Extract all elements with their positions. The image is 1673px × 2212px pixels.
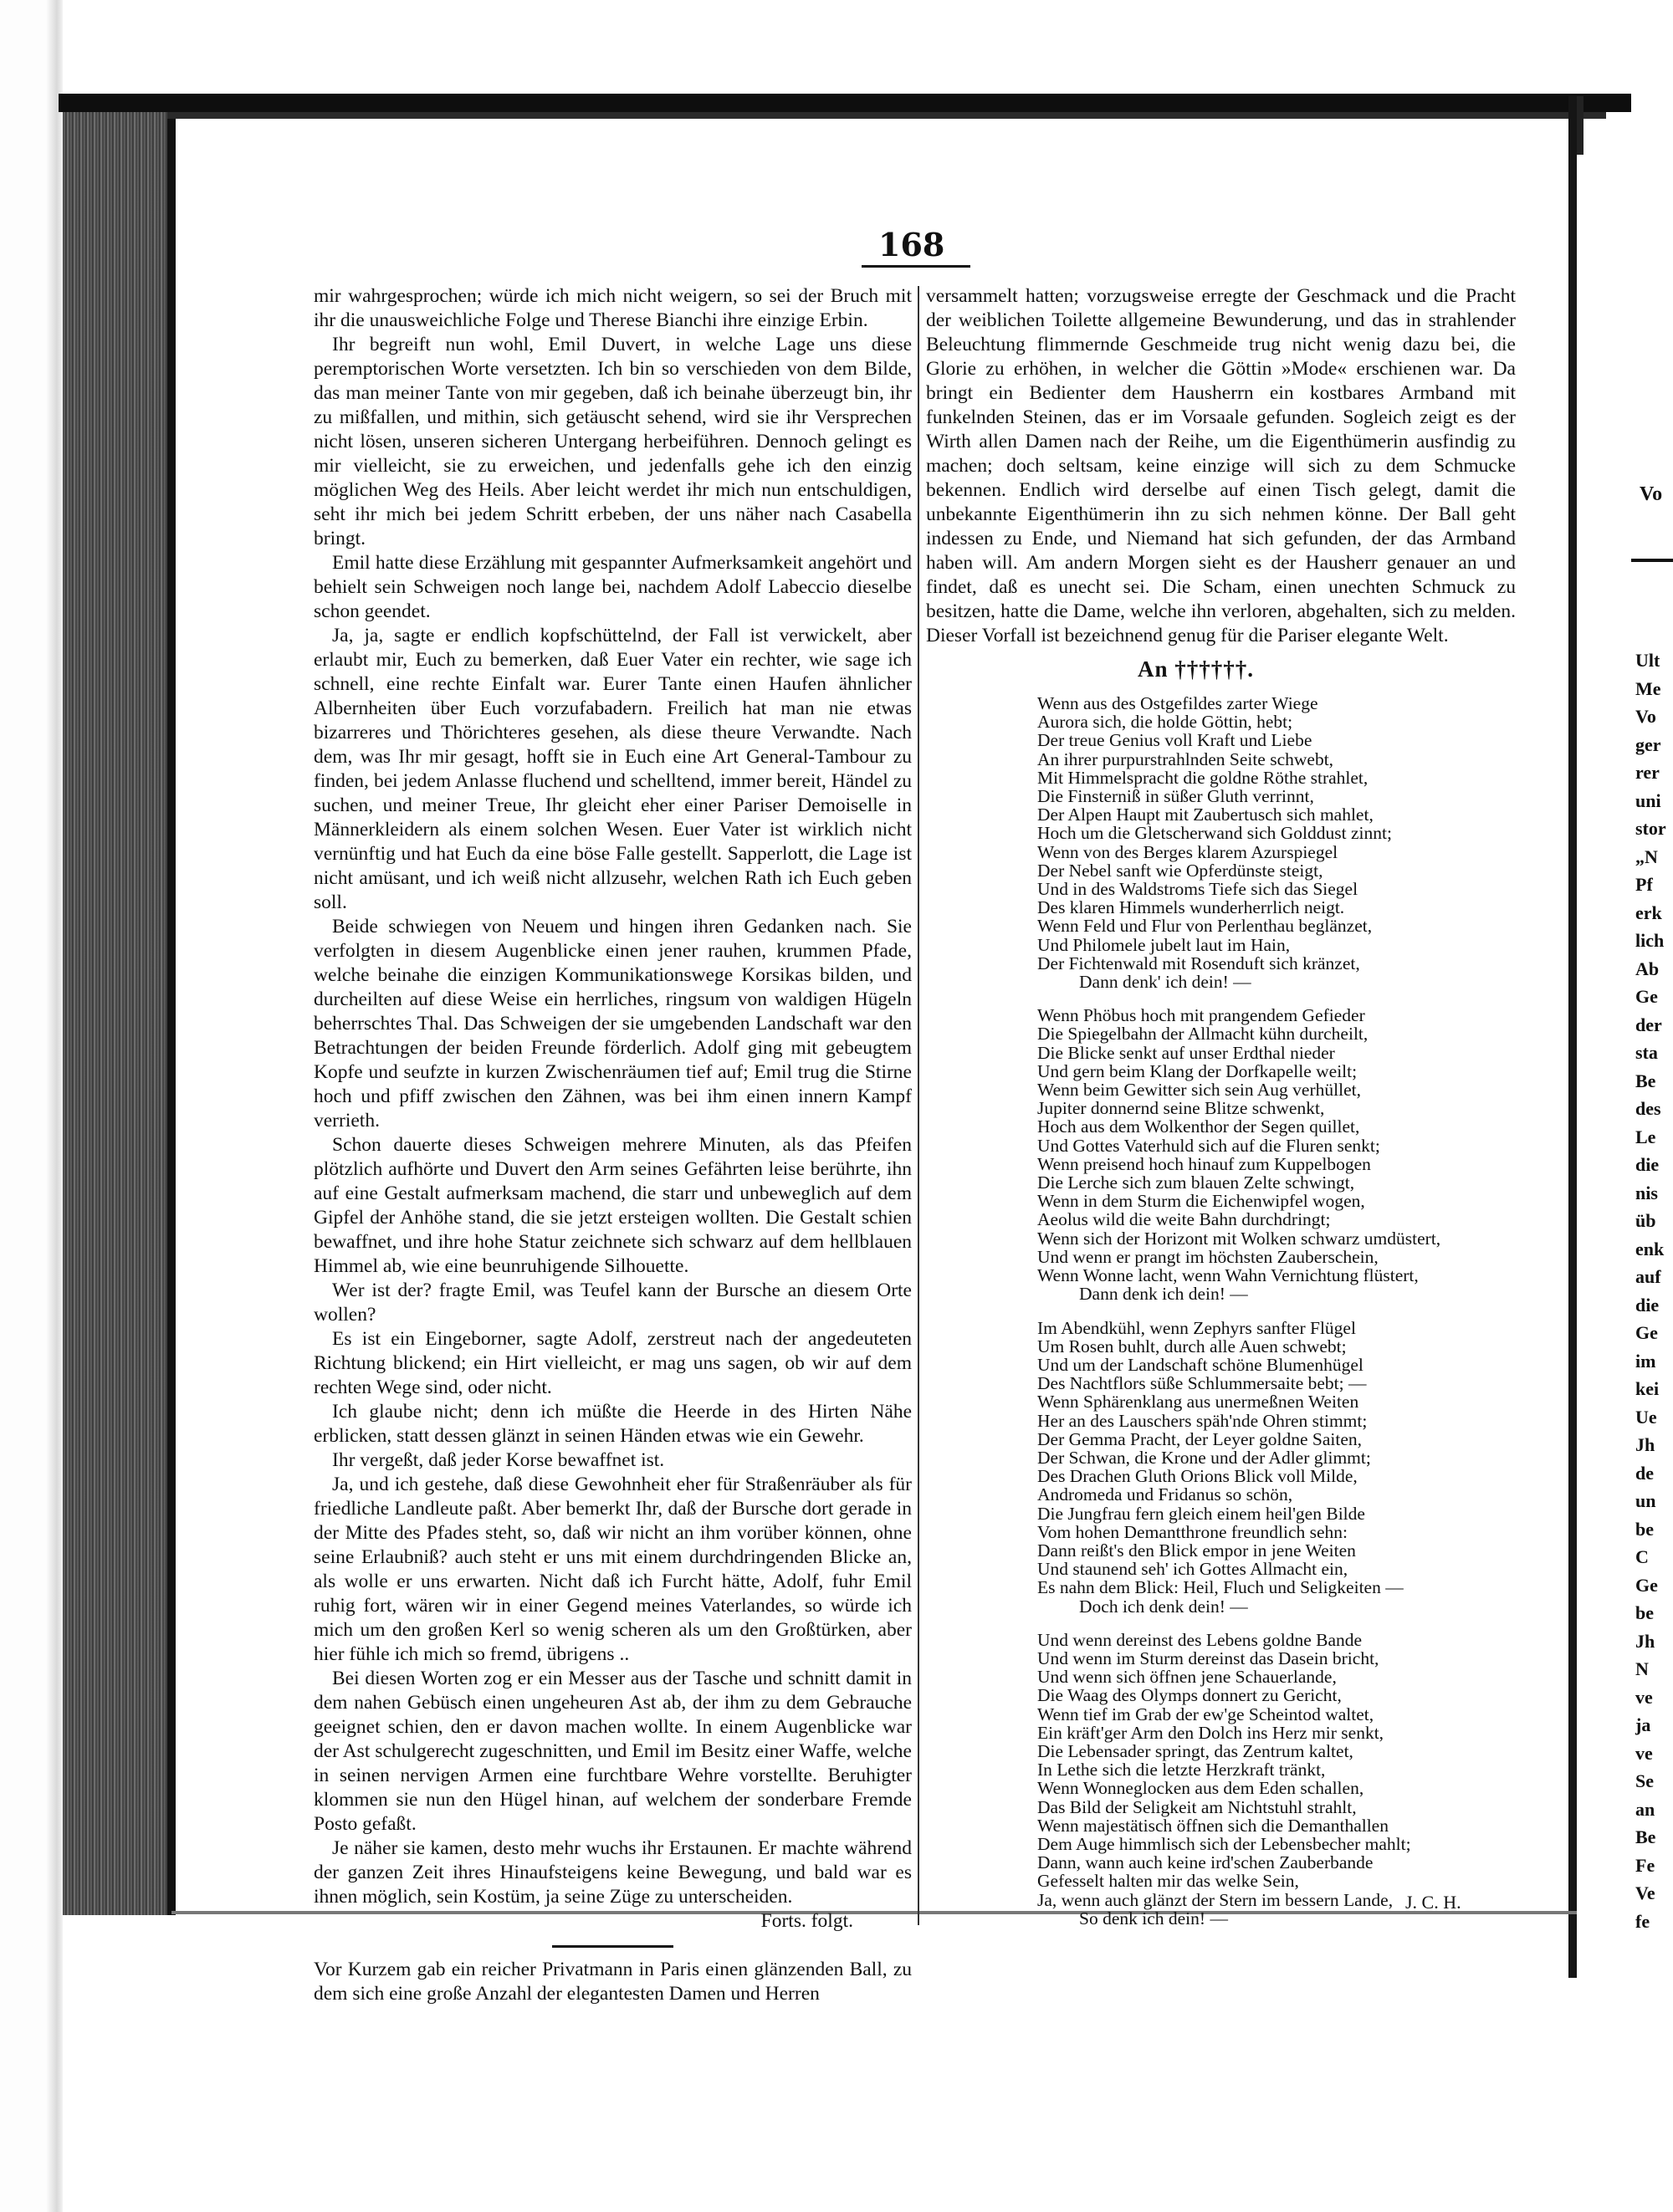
next-page-fragment: Ue xyxy=(1635,1406,1657,1428)
poem-line: Der Schwan, die Krone und der Adler glimmt; xyxy=(1037,1447,1371,1468)
poem-line: Wenn Wonneglocken aus dem Eden schallen, xyxy=(1037,1778,1364,1799)
anecdote-continuation: versammelt hatten; vorzugsweise erregte der Geschmack und die Pracht der weiblichen Toilette allgemeine Bewunderung, und das in strahlender Beleuchtung flimmernde Geschmeide trug nicht wenig dazu bei, die Glorie zu erhöhen, in welcher die Göttin »Mode« erschienen war. Da bringt ein Bedienter dem Hausherrn ein kostbares Armband mit funkelnden Steinen, das er im Vorsaale gefunden. Sogleich zeigt es der Wirth allen Damen nach der Reihe, um die Eigenthümerin ausfindig zu machen; doch seltsam, keine einzige will sich zu dem Schmucke bekennen. Endlich wird derselbe auf einen Tisch gelegt, damit die unbekannte Eigenthümerin ihn zu sich nehmen könne. Der Ball geht indessen zu Ende, und Niemand hat sich gefunden, der das Armband haben will. Am andern Morgen sieht es der Hausherr genauer an und findet, daß es unecht sei. Die Scham, einen unechten Schmuck zu besitzen, hatte die Dame, welche ihn verloren, abgehalten, sich zu melden. Dieser Vorfall ist bezeichnend genug für die Pariser elegante Welt. xyxy=(926,285,1516,646)
right-column xyxy=(926,284,1516,648)
continuation-note: Forts. folgt. xyxy=(760,1910,853,1932)
poem-line: Her an des Lauschers späh'nde Ohren stimmt; xyxy=(1037,1410,1368,1431)
paragraph: Beide schwiegen von Neuem und hingen ihren Gedanken nach. Sie verfolgten in diesem Augenblicke einen jener rauhen, krummen Pfade, welche beinahe die einzigen Kommunikationswege Korsikas bilden, und durcheilten auf diese Weise ein herrliches, ringsum von waldigen Hügeln beherrschtes Thal. Das Schweigen der sie umgebenden Landschaft war den Betrachtungen der beiden Freunde förderlich. Adolf ging mit gebeugtem Kopfe und seufzte in kurzen Zwischenräumen tief auf; Emil trug die Stirne hoch und pfiff zwischen den Zähnen, was bei ihm einen innern Kampf verrieth. xyxy=(314,916,912,1132)
poem-line: Die Waag des Olymps donnert zu Gericht, xyxy=(1037,1685,1342,1706)
poem-line: Es nahn dem Blick: Heil, Fluch und Seligkeiten — xyxy=(1037,1577,1404,1598)
poem-line: Wenn beim Gewitter sich sein Aug verhüllet, xyxy=(1037,1080,1361,1101)
poem-line: Und um der Landschaft schöne Blumenhügel xyxy=(1037,1354,1363,1375)
next-page-fragment: stor xyxy=(1635,818,1666,839)
poem-line: Dem Auge himmlisch sich der Lebensbecher mahlt; xyxy=(1037,1833,1411,1854)
poem-stanza xyxy=(1037,1631,1440,1928)
next-page-fragment: un xyxy=(1635,1490,1656,1511)
poem-line: Dann, wann auch keine ird'schen Zauberbande xyxy=(1037,1852,1374,1873)
next-page-fragment: ger xyxy=(1635,733,1661,755)
next-page-fragment: erk xyxy=(1635,902,1662,923)
next-page-fragment: C xyxy=(1635,1546,1649,1567)
poem xyxy=(1037,694,1440,1943)
poem-line: Hoch um die Gletscherwand sich Golddust zinnt; xyxy=(1037,823,1392,844)
poem-stanza xyxy=(1037,694,1440,991)
anecdote-paragraph: Vor Kurzem gab ein reicher Privatmann in Paris einen glänzenden Ball, zu dem sich eine große Anzahl der elegantesten Damen und Herren xyxy=(314,1959,912,2005)
poem-line: Die Finsterniß in süßer Gluth verrinnt, xyxy=(1037,786,1314,807)
next-page-fragment: ve xyxy=(1635,1686,1653,1708)
poem-signature: J. C. H. xyxy=(1405,1892,1461,1913)
poem-line: Des Drachen Gluth Orions Blick voll Milde, xyxy=(1037,1466,1358,1487)
poem-refrain: Dann denk' ich dein! — xyxy=(1079,972,1251,993)
poem-refrain: So denk ich dein! — xyxy=(1079,1908,1228,1928)
page-number-rule xyxy=(862,265,970,268)
paragraph: Emil hatte diese Erzählung mit gespannter Aufmerksamkeit angehört und behielt sein Schweigen noch lange bei, nachdem Adolf Labeccio dieselbe schon geendet. xyxy=(314,552,912,622)
poem-line: Ein kräft'ger Arm den Dolch ins Herz mir senkt, xyxy=(1037,1722,1384,1743)
poem-refrain: Dann denk ich dein! — xyxy=(1079,1284,1248,1305)
paragraph: Ihr vergeßt, daß jeder Korse bewaffnet ist. xyxy=(332,1449,665,1471)
next-page-fragment: kei xyxy=(1635,1378,1660,1399)
paragraph: Wer ist der? fragte Emil, was Teufel kann der Bursche an diesem Orte wollen? xyxy=(314,1280,912,1326)
poem-line: Die Lerche sich zum blauen Zelte schwingt, xyxy=(1037,1172,1355,1193)
next-page-fragment: ja xyxy=(1635,1714,1651,1735)
poem-line: Die Spiegelbahn der Allmacht kühn durcheilt, xyxy=(1037,1024,1369,1045)
poem-line: Wenn majestätisch öffnen sich die Demanthallen xyxy=(1037,1815,1389,1836)
poem-line: Ja, wenn auch glänzt der Stern im bessern Lande, xyxy=(1037,1889,1394,1910)
next-page-fragment: üb xyxy=(1635,1210,1656,1231)
next-page-fragment: Ab xyxy=(1635,958,1660,979)
poem-line: Wenn sich der Horizont mit Wolken schwarz umdüstert, xyxy=(1037,1228,1441,1249)
next-page-fragment: Jh xyxy=(1635,1630,1655,1652)
section-rule xyxy=(552,1945,673,1948)
poem-line: Und wenn er prangt im höchsten Zauberschein, xyxy=(1037,1246,1379,1267)
next-page-header-fragment: Vo xyxy=(1640,483,1663,505)
next-page-fragment: be xyxy=(1635,1602,1654,1623)
next-page-fragment: Ge xyxy=(1635,1574,1658,1596)
poem-line: Wenn aus des Ostgefildes zarter Wiege xyxy=(1037,693,1318,713)
paragraph: Ja, ja, sagte er endlich kopfschüttelnd, der Fall ist verwickelt, aber erlaubt mir, Euch zu bemerken, daß Euer Vater ein rechter, wie sage ich schnell, eine rechte Einfalt war. Eurer Tante einen Haufen ähnlicher Albernheiten über Euch vorzufabadern. Freilich hat man nie etwas bizarreres und Thörichteres gesehen, als diese theure Verwandte. Nach dem, was Ihr mir gesagt, hofft sie in Euch eine Art General-Tambour zu finden, bei jedem Anlasse fluchend und schelltend, immer bereit, Händel zu suchen, und meiner Treue, Ihr gleicht eher einer Pariser Demoiselle in Männerkleidern als einem solchen Wesen. Euer Vater ist wirklich nicht vernünftig und hat Euch da eine böse Falle gestellt. Sapperlott, die Lage ist nicht amüsant, und ich weiß nicht allzusehr, welchen Rath ich Euch geben soll. xyxy=(314,625,912,913)
next-page-fragment: Ve xyxy=(1635,1882,1655,1903)
next-page-fragment: N xyxy=(1635,1658,1649,1679)
next-page-fragment: die xyxy=(1635,1154,1660,1175)
next-page-fragment: der xyxy=(1635,1014,1662,1035)
next-page-fragment: enk xyxy=(1635,1238,1665,1259)
left-column xyxy=(314,284,912,2006)
poem-line: Der Fichtenwald mit Rosenduft sich kränzet, xyxy=(1037,953,1360,973)
poem-line: Wenn von des Berges klarem Azurspiegel xyxy=(1037,841,1338,862)
next-page-fragment: Ult xyxy=(1635,650,1660,671)
page-number: 168 xyxy=(878,226,945,263)
poem-line: Die Blicke senkt auf unser Erdthal nieder xyxy=(1037,1042,1335,1063)
next-page-fragment: Ge xyxy=(1635,986,1658,1007)
poem-title: An ††††††. xyxy=(1138,656,1255,682)
poem-line: Wenn in dem Sturm die Eichenwipfel wogen, xyxy=(1037,1191,1365,1212)
book-spine-shadow xyxy=(167,117,176,1915)
poem-line: Wenn tief im Grab der ew'ge Scheintod waltet, xyxy=(1037,1704,1374,1724)
paragraph: Ja, und ich gestehe, daß diese Gewohnheit eher für Straßenräuber als für friedliche Landleute paßt. Aber bemerkt Ihr, daß der Bursche dort gerade in der Mitte des Pfades steht, so, daß wir nicht an ihm vorüber können, ohne seine Erlaubniß? auch steht er uns mit einem durchdringenden Blicke an, als wolle er uns erwarten. Nicht daß ich Furcht hätte, Adolf, fuhr Emil ruhig fort, wären wir in einer Gegend meines Vaterlandes, so würde ich mich um den großen Kerl so wenig scheren als um den Großtürken, aber hier fühle ich mich so fremd, übrigens .. xyxy=(314,1474,912,1665)
poem-line: Im Abendkühl, wenn Zephyrs sanfter Flügel xyxy=(1037,1317,1356,1338)
next-page-fragment: sta xyxy=(1635,1042,1658,1063)
next-page-fragment: Ge xyxy=(1635,1322,1658,1343)
page-right-corner xyxy=(1577,96,1583,155)
poem-line: Und wenn sich öffnen jene Schauerlande, xyxy=(1037,1667,1337,1688)
poem-line: Und wenn dereinst des Lebens goldne Bande xyxy=(1037,1629,1363,1650)
poem-line: Und staunend seh' ich Gottes Allmacht ein, xyxy=(1037,1559,1348,1580)
poem-line: Jupiter donnernd seine Blitze schwenkt, xyxy=(1037,1098,1325,1119)
paragraph: Bei diesen Worten zog er ein Messer aus der Tasche und schnitt damit in dem nahen Gebüsch einen ungeheuren Ast ab, der ihm zu dem Gebrauche geeignet schien, den er davon machen wollte. In einem Augenblicke war der Ast schulgerecht zugeschnitten, und Emil im Besitz einer Waffe, welche in seinen nervigen Armen eine furchtbare Wehre vorstellte. Beruhigter klommen sie nun den Hügel hinan, auf welchem der sonderbare Fremde Posto gefaßt. xyxy=(314,1668,912,1835)
scan-top-shadow xyxy=(167,112,1606,119)
paragraph: mir wahrgesprochen; würde ich mich nicht weigern, so sei der Bruch mit ihr die unausweichliche Folge und Therese Bianchi ihre einzige Erbin. xyxy=(314,285,912,331)
poem-line: Und Gottes Vaterhuld sich auf die Fluren senkt; xyxy=(1037,1135,1380,1156)
book-spine-edge xyxy=(63,100,171,1915)
poem-line: Wenn Feld und Flur von Perlenthau beglänzet, xyxy=(1037,916,1373,937)
poem-line: Wenn preisend hoch hinauf zum Kuppelbogen xyxy=(1037,1153,1371,1174)
poem-line: Des klaren Himmels wunderherrlich neigt. xyxy=(1037,897,1345,918)
poem-line: Gefesselt halten mir das welke Sein, xyxy=(1037,1871,1299,1892)
poem-line: Aurora sich, die holde Göttin, hebt; xyxy=(1037,712,1293,733)
next-page-fragment: Le xyxy=(1635,1126,1656,1147)
paragraph: Ihr begreift nun wohl, Emil Duvert, in welche Lage uns diese peremptorischen Worte versetzten. Ich bin so verschieden von dem Bilde, das man meiner Tante von mir gegeben, daß ich beinahe überzeugt bin, ihr zu mißfallen, und mithin, sich getäuscht sehend, wird sie ihr Versprechen nicht lösen, unseren sicheren Untergang herbeiführen. Dennoch gelingt es mir vielleicht, sie zu erweichen, und jedenfalls gehe ich den einzig möglichen Weg des Heils. Aber leicht werdet ihr mich nun entschuldigen, seht ihr mich bei jedem Schritt erbeben, der uns näher nach Casabella bringt. xyxy=(314,334,912,549)
next-page-fragment: Be xyxy=(1635,1070,1656,1091)
next-page-fragment: lich xyxy=(1635,930,1665,951)
next-page-fragment: des xyxy=(1635,1098,1661,1119)
next-page-fragment: Be xyxy=(1635,1826,1656,1847)
poem-line: Die Jungfrau fern gleich einem heil'gen Bilde xyxy=(1037,1503,1365,1524)
next-page-fragment: fe xyxy=(1635,1910,1650,1932)
next-page-fragment: rer xyxy=(1635,762,1660,783)
next-page-fragment: die xyxy=(1635,1294,1660,1315)
poem-line: Der treue Genius voll Kraft und Liebe xyxy=(1037,730,1312,751)
poem-line: Und in des Waldstroms Tiefe sich das Siegel xyxy=(1037,879,1358,900)
poem-line: Der Gemma Pracht, der Leyer goldne Saiten, xyxy=(1037,1428,1363,1449)
poem-stanza xyxy=(1037,1006,1440,1303)
poem-line: Vom hohen Demantthrone freundlich sehn: xyxy=(1037,1521,1348,1542)
poem-line: Und gern beim Klang der Dorfkapelle weilt; xyxy=(1037,1060,1358,1081)
next-page-fragment: „N xyxy=(1635,845,1658,867)
poem-line: Der Alpen Haupt mit Zaubertusch sich mahlet, xyxy=(1037,805,1374,825)
paragraph: Schon dauerte dieses Schweigen mehrere Minuten, als das Pfeifen plötzlich aufhörte und Duvert den Arm seines Gefährten leise berührte, ihn auf eine Gestalt aufmerksam machend, die starr und unbeweglich auf dem Gipfel der Anhöhe stand, die sie jetzt ersteigen wollten. Die Gestalt schien bewaffnet, und ihre hohe Statur zeichnete sich schwarz auf dem hellblauen Himmel ab, wie eine beunruhigende Silhouette. xyxy=(314,1134,912,1277)
poem-line: Wenn Wonne lacht, wenn Wahn Vernichtung flüstert, xyxy=(1037,1265,1419,1286)
next-page-fragment: Vo xyxy=(1635,706,1656,727)
poem-line: Aeolus wild die weite Bahn durchdringt; xyxy=(1037,1209,1331,1230)
scan-top-band xyxy=(59,94,1631,112)
next-page-fragment: ve xyxy=(1635,1742,1653,1764)
next-page-fragment: im xyxy=(1635,1350,1656,1372)
poem-line: Das Bild der Seligkeit am Nichtstuhl strahlt, xyxy=(1037,1796,1357,1817)
next-page-fragment: an xyxy=(1635,1798,1655,1820)
next-page-fragment: nis xyxy=(1635,1182,1658,1203)
poem-line: An ihrer purpurstrahlnden Seite schwebt, xyxy=(1037,748,1334,769)
poem-line: Der Nebel sanft wie Opferdünste steigt, xyxy=(1037,860,1323,881)
paragraph: Ich glaube nicht; denn ich müßte die Heerde in des Hirten Nähe erblicken, statt dessen glänzt in seinen Händen etwas wie ein Gewehr. xyxy=(314,1401,912,1447)
next-page-fragment: Me xyxy=(1635,677,1661,699)
next-page-fragment: Pf xyxy=(1635,874,1653,895)
paragraph: Es ist ein Eingeborner, sagte Adolf, zerstreut nach der angedeuteten Richtung blickend; ein Hirt vielleicht, er mag uns sagen, ob wir auf dem rechten Wege sind, oder nicht. xyxy=(314,1328,912,1398)
poem-refrain: Doch ich denk dein! — xyxy=(1079,1596,1248,1617)
poem-line: Andromeda und Fridanus so schön, xyxy=(1037,1484,1293,1505)
poem-line: Und wenn im Sturm dereinst das Dasein bricht, xyxy=(1037,1648,1379,1668)
next-page-fragment: auf xyxy=(1635,1266,1661,1287)
column-divider xyxy=(918,286,919,1925)
next-page-fragment: uni xyxy=(1635,789,1661,811)
poem-line: Wenn Sphärenklang aus unermeßnen Weiten xyxy=(1037,1392,1359,1413)
paragraph: Je näher sie kamen, desto mehr wuchs ihr Erstaunen. Er machte während der ganzen Zeit ihres Hinaufsteigens keine Bewegung, und bald war es ihnen möglich, sein Kostüm, ja seine Züge zu unterscheiden. xyxy=(314,1837,912,1908)
next-page-fragment: Se xyxy=(1635,1770,1654,1791)
poem-line: Um Rosen buhlt, durch alle Auen schwebt; xyxy=(1037,1336,1347,1356)
next-page-fragment: be xyxy=(1635,1518,1654,1540)
poem-line: Und Philomele jubelt laut im Hain, xyxy=(1037,934,1291,955)
poem-line: Die Lebensader springt, das Zentrum kaltet, xyxy=(1037,1740,1353,1761)
next-page-fragment: Fe xyxy=(1635,1854,1655,1876)
poem-line: Hoch aus dem Wolkenthor der Segen quillet, xyxy=(1037,1116,1360,1137)
poem-line: Dann reißt's den Blick empor in jene Weiten xyxy=(1037,1540,1356,1561)
next-page-fragment: de xyxy=(1635,1462,1654,1484)
poem-stanza xyxy=(1037,1319,1440,1616)
poem-line: Des Nachtflors süße Schlummersaite bebt; — xyxy=(1037,1373,1367,1394)
scan-margin xyxy=(0,0,63,2212)
poem-line: In Lethe sich die letzte Herzkraft tränkt, xyxy=(1037,1760,1326,1780)
poem-line: Wenn Phöbus hoch mit prangendem Gefieder xyxy=(1037,1005,1365,1026)
next-page-rule xyxy=(1631,559,1673,562)
poem-line: Mit Himmelspracht die goldne Röthe strahlet, xyxy=(1037,767,1369,788)
next-page-fragment: Jh xyxy=(1635,1434,1655,1455)
page-right-edge xyxy=(1568,96,1577,1978)
